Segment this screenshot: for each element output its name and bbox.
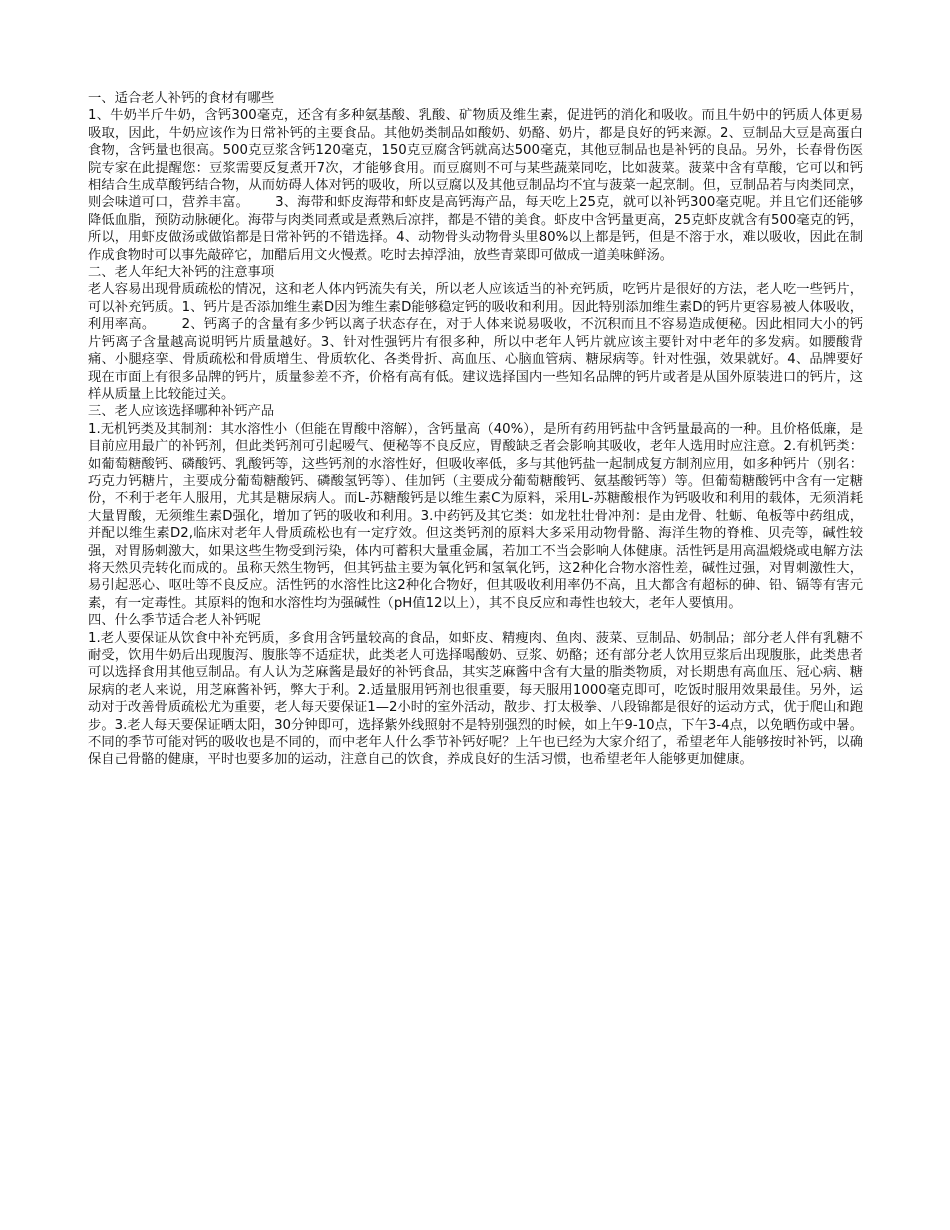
section-body-4: 1.老人要保证从饮食中补充钙质，多食用含钙量较高的食品，如虾皮、精瘦肉、鱼肉、菠菜、豆制品、奶制品；部分老人伴有乳糖不耐受，饮用牛奶后出现腹泻、腹胀等不适症状，此类老人可选择喝酸奶、豆浆、奶酪；还有部分老人饮用豆浆后出现腹胀，此类患者可以选择食用其他豆制品。有人认为芝麻酱是最好的补钙食品，其实芝麻酱中含有大量的脂类物质，对长期患有高血压、冠心病、糖尿病的老人来说，用芝麻酱补钙，弊大于利。2.适量服用钙剂也很重要，每天服用1000毫克即可，吃饭时服用效果最佳。另外，运动对于改善骨质疏松尤为重要，老人每天要保证1—2小时的室外活动，散步、打太极拳、八段锦都是很好的运动方式，优于爬山和跑步。3.老人每天要保证晒太阳，30分钟即可，选择紫外线照射不是特别强烈的时候，如上午9-10点，下午3-4点，以免晒伤或中暑。不同的季节可能对钙的吸收也是不同的，而中老年人什么季节补钙好呢？上午也已经为大家介绍了，希望老年人能够按时补钙，以确保自己骨骼的健康，平时也要多加的运动，注意自己的饮食，养成良好的生活习惯，也希望老年人能够更加健康。 [88,630,863,768]
document-body [88,90,863,769]
section-body-1: 1、牛奶半斤牛奶，含钙300毫克，还含有多种氨基酸、乳酸、矿物质及维生素，促进钙的消化和吸收。而且牛奶中的钙质人体更易吸取，因此，牛奶应该作为日常补钙的主要食品。其他奶类制品如酸奶、奶酪、奶片，都是良好的钙来源。2、豆制品大豆是高蛋白食物，含钙量也很高。500克豆浆含钙120毫克，150克豆腐含钙就高达500毫克，其他豆制品也是补钙的良品。另外，长春骨伤医院专家在此提醒您：豆浆需要反复煮开7次，才能够食用。而豆腐则不可与某些蔬菜同吃，比如菠菜。菠菜中含有草酸，它可以和钙相结合生成草酸钙结合物，从而妨碍人体对钙的吸收，所以豆腐以及其他豆制品均不宜与菠菜一起烹制。但，豆制品若与肉类同烹，则会味道可口，营养丰富。 3、海带和虾皮海带和虾皮是高钙海产品，每天吃上25克，就可以补钙300毫克呢。并且它们还能够降低血脂，预防动脉硬化。海带与肉类同煮或是煮熟后凉拌，都是不错的美食。虾皮中含钙量更高，25克虾皮就含有500毫克的钙，所以，用虾皮做汤或做馅都是日常补钙的不错选择。4、动物骨头动物骨头里80%以上都是钙，但是不溶于水，难以吸收，因此在制作成食物时可以事先敲碎它，加醋后用文火慢煮。吃时去掉浮油，放些青菜即可做成一道美味鲜汤。 [88,108,863,263]
section-heading-4: 四、什么季节适合老人补钙呢 [88,613,261,629]
section-heading-1: 一、适合老人补钙的食材有哪些 [88,91,275,106]
section-body-2: 老人容易出现骨质疏松的情况，这和老人体内钙流失有关，所以老人应该适当的补充钙质，吃钙片是很好的方法，老人吃一些钙片，可以补充钙质。1、钙片是否添加维生素D因为维生素D能够稳定钙的吸收和利用。因此特别添加维生素D的钙片更容易被人体吸收，利用率高。 2、钙离子的含量有多少钙以离子状态存在，对于人体来说易吸收，不沉积而且不容易造成便秘。因此相同大小的钙片钙离子含量越高说明钙片质量越好。3、针对性强钙片有很多种，所以中老年人钙片就应该主要针对中老年的多发病。如腰酸背痛、小腿痉挛、骨质疏松和骨质增生、骨质软化、各类骨折、高血压、心脑血管病、糖尿病等。针对性强，效果就好。4、品牌要好现在市面上有很多品牌的钙片，质量参差不齐，价格有高有低。建议选择国内一些知名品牌的钙片或者是从国外原装进口的钙片，这样从质量上比较能过关。 [88,282,863,402]
section-heading-3: 三、老人应该选择哪种补钙产品 [88,404,275,420]
section-heading-2: 二、老人年纪大补钙的注意事项 [88,265,275,281]
section-body-3: 1.无机钙类及其制剂：其水溶性小（但能在胃酸中溶解），含钙量高（40%），是所有药用钙盐中含钙量最高的一种。且价格低廉，是目前应用最广的补钙剂，但此类钙剂可引起嗳气、便秘等不良反应，胃酸缺乏者会影响其吸收，老年人选用时应注意。2.有机钙类：如葡萄糖酸钙、磷酸钙、乳酸钙等，这些钙剂的水溶性好，但吸收率低，多与其他钙盐一起制成复方制剂应用，如多种钙片（别名：巧克力钙糖片，主要成分葡萄糖酸钙、磷酸氢钙等）、佳加钙（主要成分葡萄糖酸钙、氨基酸钙等）等。但葡萄糖酸钙中含有一定糖份，不利于老年人服用，尤其是糖尿病人。而L-苏糖酸钙是以维生素C为原料，采用L-苏糖酸根作为钙吸收和利用的载体，无须消耗大量胃酸，无须维生素D强化，增加了钙的吸收和利用。3.中药钙及其它类：如龙牡壮骨冲剂：是由龙骨、牡蛎、龟板等中药组成，并配以维生素D2,临床对老年人骨质疏松也有一定疗效。但这类钙剂的原料大多采用动物骨骼、海洋生物的脊椎、贝壳等，碱性较强，对胃肠刺激大，如果这些生物受到污染，体内可蓄积大量重金属，若加工不当会影响人体健康。活性钙是用高温煅烧或电解方法将天然贝壳转化而成的。虽称天然生物钙，但其钙盐主要为氧化钙和氢氧化钙，这2种化合物水溶性差，碱性过强，对胃刺激性大，易引起恶心、呕吐等不良反应。活性钙的水溶性比这2种化合物好，但其吸收利用率仍不高，且大都含有超标的砷、铅、镉等有害元素，有一定毒性。其原料的饱和水溶性均为强碱性（pH值12以上），其不良反应和毒性也较大，老年人要慎用。 [88,421,863,611]
